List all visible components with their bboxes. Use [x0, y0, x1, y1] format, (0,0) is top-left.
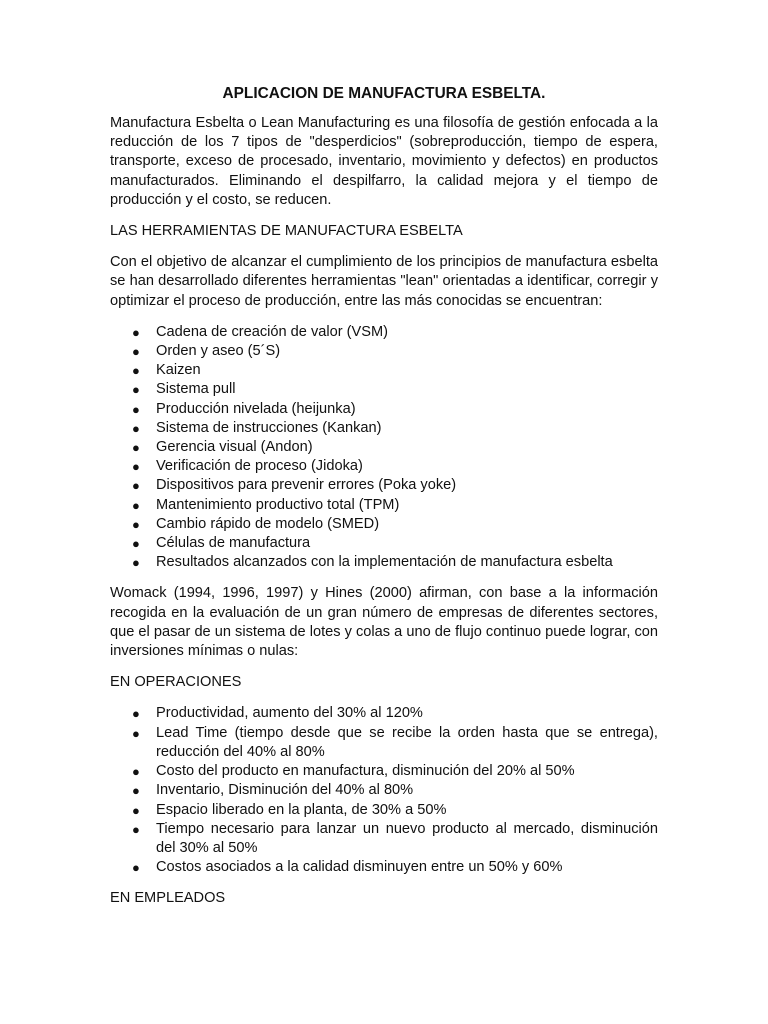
operations-list [110, 704, 658, 877]
tools-list-item-text: Sistema pull [156, 381, 236, 398]
operations-list-item [110, 801, 658, 820]
bullet-icon: ● [132, 821, 140, 837]
tools-heading: LAS HERRAMIENTAS DE MANUFACTURA ESBELTA [110, 223, 463, 240]
bullet-icon: ● [132, 860, 140, 876]
operations-heading: EN OPERACIONES [110, 674, 242, 691]
operations-list-item [110, 781, 658, 800]
bullet-icon: ● [132, 725, 140, 741]
bullet-icon: ● [132, 420, 140, 436]
operations-list-item [110, 724, 658, 762]
tools-intro-paragraph: Con el objetivo de alcanzar el cumplimiento de los principios de manufactura esbelta se han desarrollado diferentes herramientas "lean" orientadas a identificar, corregir y optimizar el proceso de producción, entre las más conocidas se encuentran: [110, 254, 658, 309]
operations-list-item-text: Espacio liberado en la planta, de 30% a 50% [156, 801, 447, 818]
tools-list-item [110, 361, 658, 380]
tools-list-item-text: Sistema de instrucciones (Kankan) [156, 419, 382, 436]
document-title: APLICACION DE MANUFACTURA ESBELTA. [222, 85, 546, 102]
tools-list-item-text: Dispositivos para prevenir errores (Poka yoke) [156, 477, 457, 494]
bullet-icon: ● [132, 555, 140, 571]
tools-list-item [110, 553, 658, 572]
operations-list-item [110, 858, 658, 877]
womack-paragraph: Womack (1994, 1996, 1997) y Hines (2000) afirman, con base a la información recogida en la evaluación de un gran número de empresas de diferentes sectores, que el pasar de un sistema de lotes y colas a uno de flujo continuo puede lograr, con inversiones mínimas o nulas: [110, 585, 658, 660]
operations-list-item-text: Costo del producto en manufactura, disminución del 20% al 50% [156, 763, 575, 780]
tools-list-item-text: Kaizen [156, 362, 201, 379]
tools-list-item-text: Orden y aseo (5´S) [156, 343, 281, 360]
tools-list-item-text: Verificación de proceso (Jidoka) [156, 458, 363, 475]
tools-list-item-text: Cadena de creación de valor (VSM) [156, 323, 388, 340]
bullet-icon: ● [132, 344, 140, 360]
intro-paragraph: Manufactura Esbelta o Lean Manufacturing es una filosofía de gestión enfocada a la reducción de los 7 tipos de "desperdicios" (sobreproducción, tiempo de espera, transporte, exceso de procesado, inventario, movimiento y defectos) en productos manufacturados. Eliminando el despilfarro, la calidad mejora y el tiempo de producción y el costo, se reducen. [110, 115, 658, 208]
tools-list-item [110, 515, 658, 534]
bullet-icon: ● [132, 516, 140, 532]
tools-list [110, 323, 658, 573]
tools-list-item-text: Producción nivelada (heijunka) [156, 400, 356, 417]
tools-list-item [110, 323, 658, 342]
operations-list-item-text: Tiempo necesario para lanzar un nuevo producto al mercado, disminución del 30% al 50% [156, 820, 658, 856]
bullet-icon: ● [132, 478, 140, 494]
bullet-icon: ● [132, 497, 140, 513]
document-page [110, 84, 658, 921]
operations-list-item [110, 762, 658, 781]
operations-list-item [110, 820, 658, 858]
tools-list-item-text: Resultados alcanzados con la implementación de manufactura esbelta [156, 554, 613, 571]
bullet-icon: ● [132, 706, 140, 722]
operations-list-item-text: Costos asociados a la calidad disminuyen entre un 50% y 60% [156, 859, 563, 876]
tools-list-item [110, 457, 658, 476]
bullet-icon: ● [132, 324, 140, 340]
tools-list-item-text: Mantenimiento productivo total (TPM) [156, 496, 400, 513]
bullet-icon: ● [132, 459, 140, 475]
tools-list-item [110, 419, 658, 438]
bullet-icon: ● [132, 783, 140, 799]
tools-list-item [110, 496, 658, 515]
bullet-icon: ● [132, 440, 140, 456]
tools-list-item [110, 380, 658, 399]
tools-list-item-text: Gerencia visual (Andon) [156, 439, 313, 456]
operations-list-item-text: Lead Time (tiempo desde que se recibe la orden hasta que se entrega), reducción del 40% al 80% [156, 724, 658, 760]
tools-list-item [110, 400, 658, 419]
bullet-icon: ● [132, 802, 140, 818]
employees-heading: EN EMPLEADOS [110, 890, 226, 907]
tools-list-item [110, 342, 658, 361]
tools-list-item-text: Células de manufactura [156, 535, 311, 552]
bullet-icon: ● [132, 536, 140, 552]
bullet-icon: ● [132, 382, 140, 398]
bullet-icon: ● [132, 401, 140, 417]
operations-list-item [110, 704, 658, 723]
tools-list-item [110, 438, 658, 457]
operations-list-item-text: Productividad, aumento del 30% al 120% [156, 705, 423, 722]
tools-list-item-text: Cambio rápido de modelo (SMED) [156, 515, 380, 532]
bullet-icon: ● [132, 764, 140, 780]
operations-list-item-text: Inventario, Disminución del 40% al 80% [156, 782, 414, 799]
bullet-icon: ● [132, 363, 140, 379]
tools-list-item [110, 534, 658, 553]
tools-list-item [110, 476, 658, 495]
